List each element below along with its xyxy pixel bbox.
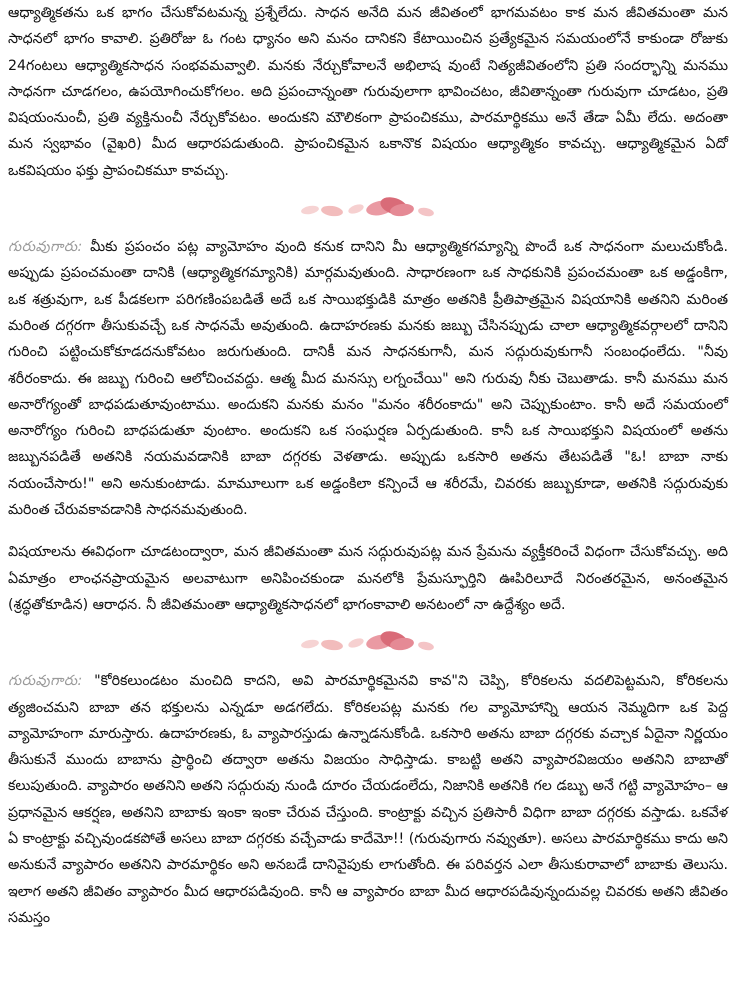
paragraph-3: విషయాలను ఈవిధంగా చూడటంద్వారా, మన జీవితమంతా మన సద్గురువుపట్ల మన ప్రేమను వ్యక్తీకరించే విధంగా చేసుకోవచ్చు. అది ఏమాత్రం లాంఛనప్రాయమైన అలవాటుగా అనిపించకుండా మనలోకి ప్రేమస్ఫూర్తిని ఊపిరిలూదే నిరంతరమైన, అనంతమైన (శ్రద్ధతోకూడిన) ఆరాధన. నీ జీవితమంతా ఆధ్యాత్మికసాధనలో భాగంకావాలి అనటంలో నా ఉద్దేశ్యం అదే.: [8, 544, 728, 613]
rose-petal-divider-1: [8, 184, 728, 234]
paragraph-4-text: "కోరికలుండటం మంచిది కాదని, అవి పారమార్థికమైనవి కావ"ని చెప్పి, కోరికలను వదలిపెట్టమని, కోరికలను త్యజించమని బాబా తన భక్తులను ఎన్నడూ అడగలేదు. కోరికలపట్ల మనకు గల వ్యామోహాన్ని ఆయన నెమ్మదిగా ఒక పెద్ద వ్యామోహంగా మారుస్తారు. ఉదాహరణకు, ఓ వ్యాపారస్తుడు ఉన్నాడనుకోండి. ఒకసారి అతను బాబా దగ్గరకు వచ్చాక ఏదైనా నిర్ణయం తీసుకునే ముందు బాబాను ప్రార్థించి తద్వారా అతను విజయం సాధిస్తాడు. కాబట్టి అతని వ్యాపారవిజయం అతనిని బాబాతో కలుపుతుంది. వ్యాపారం అతనిని అతని సద్గురువు నుండి దూరం చేయడంలేదు, నిజానికి అతనికి గల డబ్బు అనే గట్టి వ్యామోహం– ఆ ప్రధానమైన ఆకర్షణ, అతనిని బాబాకు ఇంకా ఇంకా చేరువ చేస్తుంది. కాంట్రాక్టు వచ్చిన ప్రతిసారీ విధిగా బాబా దగ్గరకు వస్తాడు. ఒకవేళ ఏ కాంట్రాక్టు వచ్చివుండకపోతే అసలు బాబా దగ్గరకు వచ్చేవాడు కాదేమో!! (గురువుగారు నవ్వుతూ). అసలు పారమార్థికము కాదు అని అనుకునే వ్యాపారం అతనిని పారమార్థికం అని అనబడే దానివైపుకు లాగుతోంది. ఈ పరివర్తన ఎలా తీసుకురావాలో బాబాకు తెలుసు. ఇలాగ అతని జీవితం వ్యాపారం మీద ఆధారపడివుంది. కానీ ఆ వ్యాపారం బాబా మీద ఆధారపడివున్నందువల్ల చివరకు అతని జీవితం సమస్తం: [8, 673, 728, 926]
rose-petal-divider-2: [8, 618, 728, 668]
rose-petals-icon: [298, 194, 438, 224]
rose-petals-icon: [298, 628, 438, 658]
paragraph-2: [8, 234, 728, 523]
paragraph-1: ఆధ్యాత్మికతను ఒక భాగం చేసుకోవటమన్న ప్రశ్నేలేదు. సాధన అనేది మన జీవితంలో భాగమవటం కాక మన జీవితమంతా మన సాధనలో భాగం కావాలి. ప్రతిరోజు ఓ గంట ధ్యానం అని మనం దానికని కేటాయించిన ప్రత్యేకమైన సమయంలోనే కాకుండా రోజుకు 24గంటలు ఆధ్యాత్మికసాధన సంభవమవ్వాలి. మనకు నేర్చుకోవాలనే అభిలాష వుంటే నిత్యజీవితంలోని ప్రతి సందర్భాన్ని మనము సాధనగా చూడగలం, ఉపయోగించుకోగలం. అది ప్రపంచాన్నంతా గురువులాగా భావించటం, జీవితాన్నంతా గురువుగా చూడటం, ప్రతి విషయంనుంచీ, ప్రతి వ్యక్తినుంచీ నేర్చుకోవటం. అందుకని మౌలికంగా ప్రాపంచికము, పారమార్థికము అనే తేడా ఏమీ లేదు. అదంతా మన స్వభావం (వైఖరి) మీద ఆధారపడుతుంది. ప్రాపంచికమైన ఒకానొక విషయం ఆధ్యాత్మికం కావచ్చు. ఆధ్యాత్మికమైన ఏదో ఒకవిషయం ఫక్తు ప్రాపంచికమూ కావచ్చు.: [8, 5, 728, 179]
speaker-label: గురువుగారు:: [8, 673, 83, 690]
paragraph-4: [8, 668, 728, 931]
paragraph-2-text: మీకు ప్రపంచం పట్ల వ్యామోహం వుంది కనుక దానిని మీ ఆధ్యాత్మికగమ్యాన్ని పొందే ఒక సాధనంగా మలుచుకోండి. అప్పుడు ప్రపంచమంతా దానికి (ఆధ్యాత్మికగమ్యానికి) మార్గమవుతుంది. సాధారణంగా ఒక సాధకునికి ప్రపంచమంతా ఒక అడ్డంకిగా, ఒక శత్రువుగా, ఒక పీడకలగా పరిగణింపబడితే అదే ఒక సాయిభక్తుడికి మాత్రం అతనికి ప్రీతిపాత్రమైన విషయానికి అతనిని మరింత మరింత దగ్గరగా తీసుకువచ్చే ఒక సాధనమే అవుతుంది. ఉదాహరణకు మనకు జబ్బు చేసినప్పుడు చాలా ఆధ్యాత్మికవర్గాలలో దానిని గురించి పట్టించుకోకూడదనుకోవటం జరుగుతుంది. దానికీ మన సాధనకుగానీ, మన సద్గురువుకుగానీ సంబంధంలేదు. "నీవు శరీరంకాదు. ఈ జబ్బు గురించి ఆలోచించవద్దు. ఆత్మ మీద మనస్సు లగ్నంచేయి" అని గురువు నీకు చెబుతాడు. కానీ మనము మన అనారోగ్యంతో బాధపడుతూవుంటాము. అందుకని మనకు మనం "మనం శరీరంకాదు" అని చెప్పుకుంటాం. కానీ అదే సమయంలో అనారోగ్యం గురించి బాధపడుతూ వుంటాం. అందుకని ఒక సంఘర్షణ ఏర్పడుతుంది. కానీ ఒక సాయిభక్తుని విషయంలో అతను జబ్బునపడితే అతనికి నయమవడానికి బాబా దగ్గరకు వెళతాడు. అప్పుడు ఒకసారి అతను తేటపడితే "ఓ! బాబా నాకు నయంచేసారు!" అని అనుకుంటాడు. మామూలుగా ఒక అడ్డంకిలా కన్పించే ఆ శరీరమే, చివరకు జబ్బుకూడా, అతనికి సద్గురువుకు మరింత చేరువకావడానికి సాధనమవుతుంది.: [8, 239, 728, 519]
speaker-label: గురువుగారు:: [8, 239, 83, 256]
